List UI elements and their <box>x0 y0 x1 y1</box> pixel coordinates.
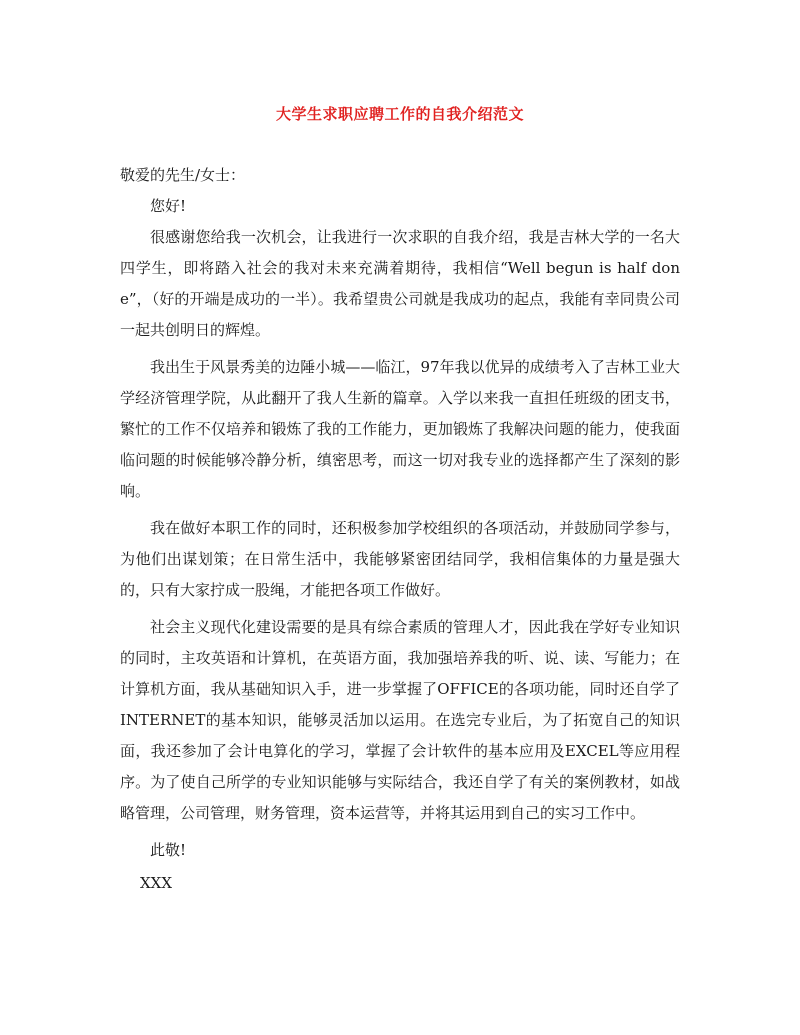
paragraph-2: 我出生于风景秀美的边陲小城——临江，97年我以优异的成绩考入了吉林工业大学经济管理学院，从此翻开了我人生新的篇章。入学以来我一直担任班级的团支书，繁忙的工作不仅培养和锻炼了我的工作能力，更加锻炼了我解决问题的能力，使我面临问题的时候能够冷静分析，缜密思考，而这一切对我专业的选择都产生了深刻的影响。 <box>120 358 680 500</box>
salutation: 敬爱的先生/女士： <box>120 166 246 184</box>
paragraph-4: 社会主义现代化建设需要的是具有综合素质的管理人才，因此我在学好专业知识的同时，主攻英语和计算机，在英语方面，我加强培养我的听、说、读、写能力；在计算机方面，我从基础知识入手，进一步掌握了OFFICE的各项功能，同时还自学了INTERNET的基本知识，能够灵活加以运用。在选完专业后，为了拓宽自己的知识面，我还参加了会计电算化的学习，掌握了会计软件的基本应用及EXCEL等应用程序。为了使自己所学的专业知识能够与实际结合，我还自学了有关的案例教材，如战略管理，公司管理，财务管理，资本运营等，并将其运用到自己的实习工作中。 <box>120 618 680 822</box>
document-body <box>120 160 680 899</box>
signature: XXX <box>140 874 173 892</box>
paragraph-1: 很感谢您给我一次机会，让我进行一次求职的自我介绍，我是吉林大学的一名大四学生，即将踏入社会的我对未来充满着期待，我相信“Well begun is half done”，（好的开端是成功的一半）。我希望贵公司就是我成功的起点，我能有幸同贵公司一起共创明日的辉煌。 <box>120 228 680 339</box>
paragraph-3: 我在做好本职工作的同时，还积极参加学校组织的各项活动，并鼓励同学参与，为他们出谋划策；在日常生活中，我能够紧密团结同学，我相信集体的力量是强大的，只有大家拧成一股绳，才能把各项工作做好。 <box>120 519 680 599</box>
greeting: 您好! <box>150 197 187 215</box>
document-title: 大学生求职应聘工作的自我介绍范文 <box>275 105 524 123</box>
closing: 此敬! <box>150 841 187 859</box>
